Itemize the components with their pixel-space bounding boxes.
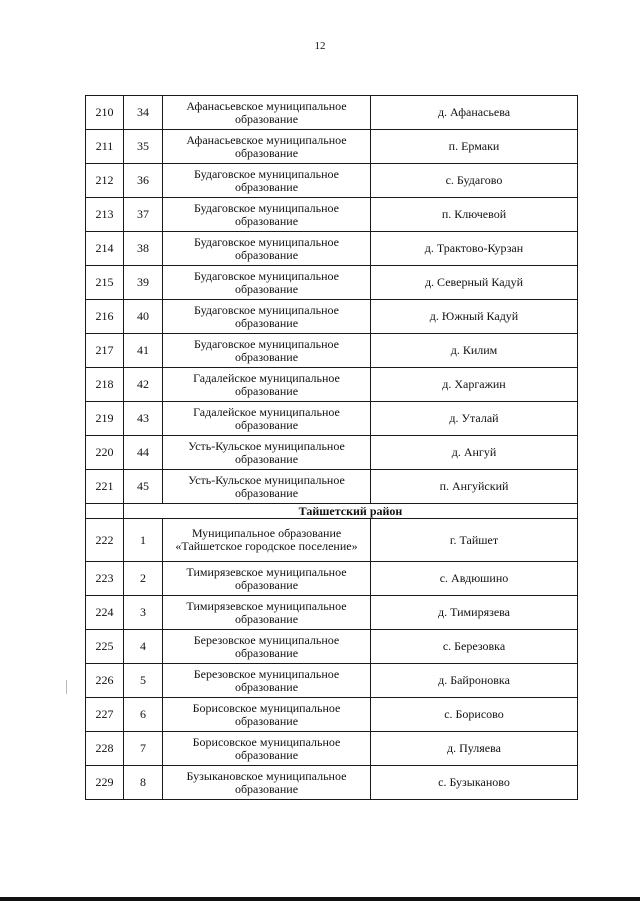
cell-settlement: п. Ключевой — [371, 198, 578, 232]
cell-settlement: д. Килим — [371, 334, 578, 368]
cell-settlement: г. Тайшет — [371, 519, 578, 562]
cell-subnumber: 39 — [124, 266, 163, 300]
cell-subnumber: 42 — [124, 368, 163, 402]
cell-settlement: с. Борисово — [371, 698, 578, 732]
cell-number: 212 — [86, 164, 124, 198]
table-row — [86, 232, 578, 266]
cell-subnumber: 41 — [124, 334, 163, 368]
scan-artifact — [66, 680, 67, 694]
cell-number: 216 — [86, 300, 124, 334]
cell-number: 228 — [86, 732, 124, 766]
section-row — [86, 504, 578, 519]
cell-municipality: Гадалейское муниципальное образование — [163, 402, 371, 436]
table-body-lower — [86, 519, 578, 800]
cell-municipality: Тимирязевское муниципальное образование — [163, 596, 371, 630]
table-row — [86, 368, 578, 402]
cell-subnumber: 34 — [124, 96, 163, 130]
cell-settlement: д. Уталай — [371, 402, 578, 436]
table-row — [86, 164, 578, 198]
table-body-upper — [86, 96, 578, 504]
cell-municipality: Борисовское муниципальное образование — [163, 732, 371, 766]
bottom-border — [0, 897, 640, 901]
cell-subnumber: 38 — [124, 232, 163, 266]
cell-municipality: Будаговское муниципальное образование — [163, 232, 371, 266]
cell-number: 221 — [86, 470, 124, 504]
cell-subnumber: 8 — [124, 766, 163, 800]
cell-subnumber: 1 — [124, 519, 163, 562]
table-row — [86, 664, 578, 698]
page-number: 12 — [314, 40, 326, 52]
cell-subnumber: 6 — [124, 698, 163, 732]
table-row — [86, 698, 578, 732]
table-row — [86, 470, 578, 504]
cell-municipality: Будаговское муниципальное образование — [163, 164, 371, 198]
cell-number: 218 — [86, 368, 124, 402]
cell-subnumber: 45 — [124, 470, 163, 504]
cell-municipality: Будаговское муниципальное образование — [163, 300, 371, 334]
cell-municipality: Афанасьевское муниципальное образование — [163, 130, 371, 164]
table-row — [86, 198, 578, 232]
cell-settlement: с. Авдюшино — [371, 562, 578, 596]
table-row — [86, 436, 578, 470]
settlements-table — [85, 95, 578, 800]
cell-subnumber: 5 — [124, 664, 163, 698]
cell-number: 220 — [86, 436, 124, 470]
cell-subnumber: 2 — [124, 562, 163, 596]
cell-number: 224 — [86, 596, 124, 630]
cell-number: 215 — [86, 266, 124, 300]
cell-municipality: Усть-Кульское муниципальное образование — [163, 436, 371, 470]
cell-number: 217 — [86, 334, 124, 368]
cell-subnumber: 44 — [124, 436, 163, 470]
cell-subnumber: 3 — [124, 596, 163, 630]
cell-municipality: Тимирязевское муниципальное образование — [163, 562, 371, 596]
cell-settlement: д. Афанасьева — [371, 96, 578, 130]
cell-subnumber: 36 — [124, 164, 163, 198]
cell-settlement: д. Трактово-Курзан — [371, 232, 578, 266]
cell-subnumber: 43 — [124, 402, 163, 436]
cell-number: 227 — [86, 698, 124, 732]
cell-municipality: Будаговское муниципальное образование — [163, 198, 371, 232]
cell-municipality: Березовское муниципальное образование — [163, 664, 371, 698]
table-row — [86, 96, 578, 130]
cell-number: 213 — [86, 198, 124, 232]
cell-settlement: с. Будагово — [371, 164, 578, 198]
cell-settlement: п. Ермаки — [371, 130, 578, 164]
cell-settlement: п. Ангуйский — [371, 470, 578, 504]
cell-municipality: Бузыкановское муниципальное образование — [163, 766, 371, 800]
cell-municipality: Гадалейское муниципальное образование — [163, 368, 371, 402]
cell-municipality: Усть-Кульское муниципальное образование — [163, 470, 371, 504]
cell-municipality: Борисовское муниципальное образование — [163, 698, 371, 732]
section-title: Тайшетский район — [124, 504, 578, 519]
cell-settlement: д. Ангуй — [371, 436, 578, 470]
table-row — [86, 334, 578, 368]
cell-number: 211 — [86, 130, 124, 164]
cell-number: 210 — [86, 96, 124, 130]
cell-settlement: с. Бузыканово — [371, 766, 578, 800]
table-row — [86, 130, 578, 164]
cell-number: 214 — [86, 232, 124, 266]
cell-settlement: с. Березовка — [371, 630, 578, 664]
table-section — [86, 504, 578, 519]
cell-subnumber: 35 — [124, 130, 163, 164]
cell-settlement: д. Южный Кадуй — [371, 300, 578, 334]
cell-municipality: Муниципальное образование «Тайшетское городское поселение» — [163, 519, 371, 562]
cell-number: 229 — [86, 766, 124, 800]
cell-number: 222 — [86, 519, 124, 562]
cell-settlement: д. Северный Кадуй — [371, 266, 578, 300]
cell-municipality: Будаговское муниципальное образование — [163, 266, 371, 300]
cell-number: 219 — [86, 402, 124, 436]
cell-settlement: д. Харгажин — [371, 368, 578, 402]
table-row — [86, 732, 578, 766]
cell-settlement: д. Тимирязева — [371, 596, 578, 630]
cell-subnumber: 4 — [124, 630, 163, 664]
table-row — [86, 766, 578, 800]
cell-subnumber: 37 — [124, 198, 163, 232]
table-row — [86, 402, 578, 436]
cell-number: 225 — [86, 630, 124, 664]
cell-number: 226 — [86, 664, 124, 698]
cell-municipality: Будаговское муниципальное образование — [163, 334, 371, 368]
cell-number: 223 — [86, 562, 124, 596]
table-row — [86, 519, 578, 562]
table-row — [86, 562, 578, 596]
section-cell-num — [86, 504, 124, 519]
cell-subnumber: 7 — [124, 732, 163, 766]
cell-settlement: д. Байроновка — [371, 664, 578, 698]
table-row — [86, 300, 578, 334]
cell-settlement: д. Пуляева — [371, 732, 578, 766]
table-row — [86, 596, 578, 630]
table-row — [86, 630, 578, 664]
cell-municipality: Березовское муниципальное образование — [163, 630, 371, 664]
cell-municipality: Афанасьевское муниципальное образование — [163, 96, 371, 130]
table-row — [86, 266, 578, 300]
cell-subnumber: 40 — [124, 300, 163, 334]
